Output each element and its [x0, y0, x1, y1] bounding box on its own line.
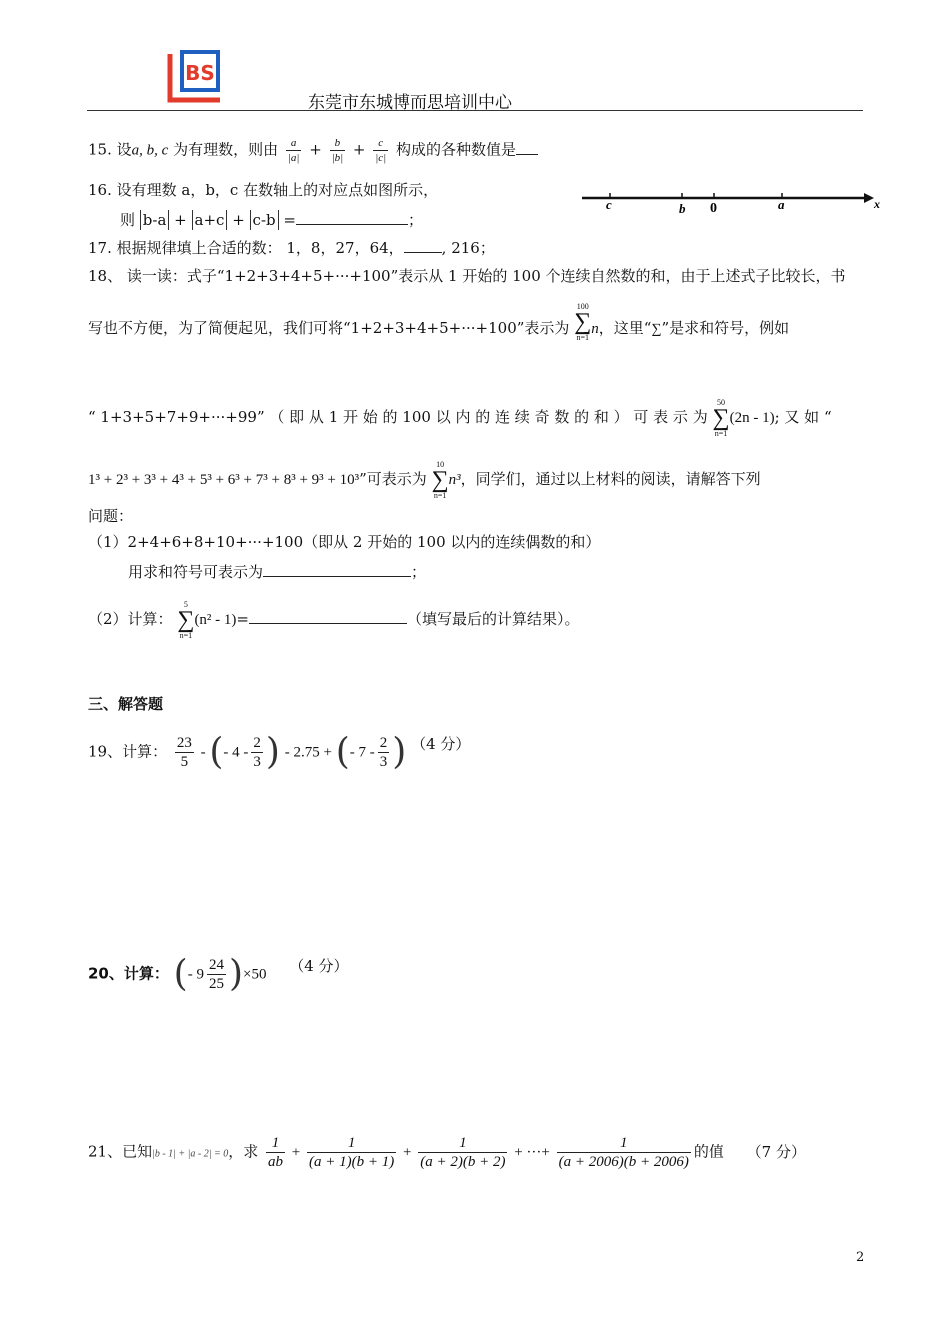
question-18-part1-a: （1）2+4+6+8+10+···+100（即从 2 开始的 100 以内的连续偶数的和）	[88, 533, 601, 551]
q18-part2-blank[interactable]	[249, 623, 407, 624]
question-16-line1: 16. 设有理数 a，b，c 在数轴上的对应点如图所示，	[88, 181, 439, 199]
q19-frac-23-5: $\frac{23}{5}$	[176, 735, 192, 770]
q21-term-4: $\frac{1}{(a + 2006)(b + 2006)}$	[558, 1135, 689, 1170]
q21-term-3: $\frac{1}{(a + 2)(b + 2)}$	[420, 1135, 506, 1170]
logo	[166, 44, 226, 104]
abs-b-minus-a: b-a	[140, 210, 170, 230]
q15-frac-b: $\frac{b}{|b|}$	[331, 137, 344, 164]
q15-frac-a: $\frac{a}{|a|}$	[287, 137, 300, 164]
header-org: 东莞市东城博而思培训中心	[308, 93, 512, 113]
question-18-line4: 1³ + 2³ + 3³ + 4³ + 5³ + 6³ + 7³ + 8³ + 9³ + 10³”可表示为 10 ∑ n=1 n³，同学们，通过以上材料的阅读，请解答下列	[88, 460, 761, 500]
q21-term-2: $\frac{1}{(a + 1)(b + 1)}$	[309, 1135, 395, 1170]
number-line	[580, 188, 880, 218]
q19-frac-2-3-b: $\frac{2}{3}$	[379, 735, 388, 770]
question-15	[88, 136, 538, 165]
q21-condition: |b - 1| + |a - 2| = 0	[152, 1148, 229, 1160]
question-21: 21、已知|b - 1| + |a - 2| = 0，求 $\frac{1}{ab}$ + $\frac{1}{(a + 1)(b + 1)}$ + $\frac{1}{(a + 2)(b + 2)}$ + ···+ $\frac{1}{(a + 2006)(b + 2006)}$ 的值 （7 分）	[88, 1135, 806, 1170]
axis-label-a: a	[778, 197, 785, 212]
question-18-line2: 写也不方便，为了简便起见，我们可将“1+2+3+4+5+···+100”表示为 100 ∑ n=1 n，这里“∑”是求和符号，例如	[88, 302, 790, 342]
question-16-line2: 则 b-a + a+c + c-b = ；	[120, 211, 423, 229]
q21-term-1: $\frac{1}{ab}$	[268, 1135, 284, 1170]
axis-label-zero: 0	[710, 201, 717, 216]
question-18-line5: 问题：	[88, 507, 134, 525]
question-18-line1: 18、 读一读：式子“1+2+3+4+5+···+100”表示从 1 开始的 100 个连续自然数的和，由于上述式子比较长，书	[88, 267, 846, 285]
q15-vars: a, b, c	[131, 142, 169, 159]
sum-part2: 5 ∑ n=1	[177, 600, 195, 640]
question-18-part2: （2）计算： 5 ∑ n=1 (n² - 1)= （填写最后的计算结果）。	[88, 600, 580, 640]
abs-a-plus-c: a+c	[192, 210, 228, 230]
q15-prefix: 15. 设	[88, 140, 132, 159]
logo-text: BS	[185, 61, 215, 85]
q15-mid: 为有理数，则由	[168, 140, 279, 159]
question-17: 17. 根据规律填上合适的数： 1，8，27，64， , 216；	[88, 239, 495, 257]
q15-answer-blank[interactable]	[516, 154, 538, 155]
section-title: 三、解答题	[88, 695, 164, 713]
axis-label-x: x	[874, 197, 880, 211]
sum-cubes: 10 ∑ n=1	[431, 460, 449, 500]
q15-frac-c: $\frac{c}{|c|}$	[375, 137, 387, 164]
cubes-expression: 1³ + 2³ + 3³ + 4³ + 5³ + 6³ + 7³ + 8³ + 9³ + 10³	[88, 472, 360, 488]
q15-suffix: 构成的各种数值是	[395, 140, 516, 159]
q17-answer-blank[interactable]	[404, 252, 442, 253]
q20-frac-24-25: $\frac{24}{25}$	[208, 957, 224, 992]
page-number: 2	[856, 1250, 865, 1265]
header-rule	[87, 110, 863, 111]
question-18-part1-b: 用求和符号可表示为 ；	[128, 563, 427, 581]
abs-c-minus-b: c-b	[250, 210, 279, 230]
q18-part1-blank[interactable]	[263, 576, 411, 577]
axis-label-b: b	[679, 201, 686, 216]
question-18-line3: “ 1+3+5+7+9+···+99” （ 即 从 1 开 始 的 100 以 内 的 连 续 奇 数 的 和 ） 可 表 示 为 50 ∑ n=1 (2n - 1); 又 如 “	[88, 398, 832, 438]
question-20: 20、计算： (- 9 $\frac{24}{25}$ )×50 （4 分）	[88, 953, 349, 995]
sigma-symbol: ∑	[651, 322, 662, 337]
q15-plus: +	[309, 140, 322, 159]
sum-1-to-100: 100 ∑ n=1	[574, 302, 592, 342]
question-19: 19、计算： $\frac{23}{5}$ - (- 4 - $\frac{2}{3}$ ) - 2.75 + (- 7 - $\frac{2}{3}$ ) （4 分）	[88, 731, 471, 773]
q16-answer-blank[interactable]	[296, 224, 408, 225]
sum-odd: 50 ∑ n=1	[712, 398, 730, 438]
q19-frac-2-3-a: $\frac{2}{3}$	[253, 735, 261, 770]
axis-label-c: c	[606, 197, 612, 212]
q15-plus: +	[352, 140, 366, 159]
